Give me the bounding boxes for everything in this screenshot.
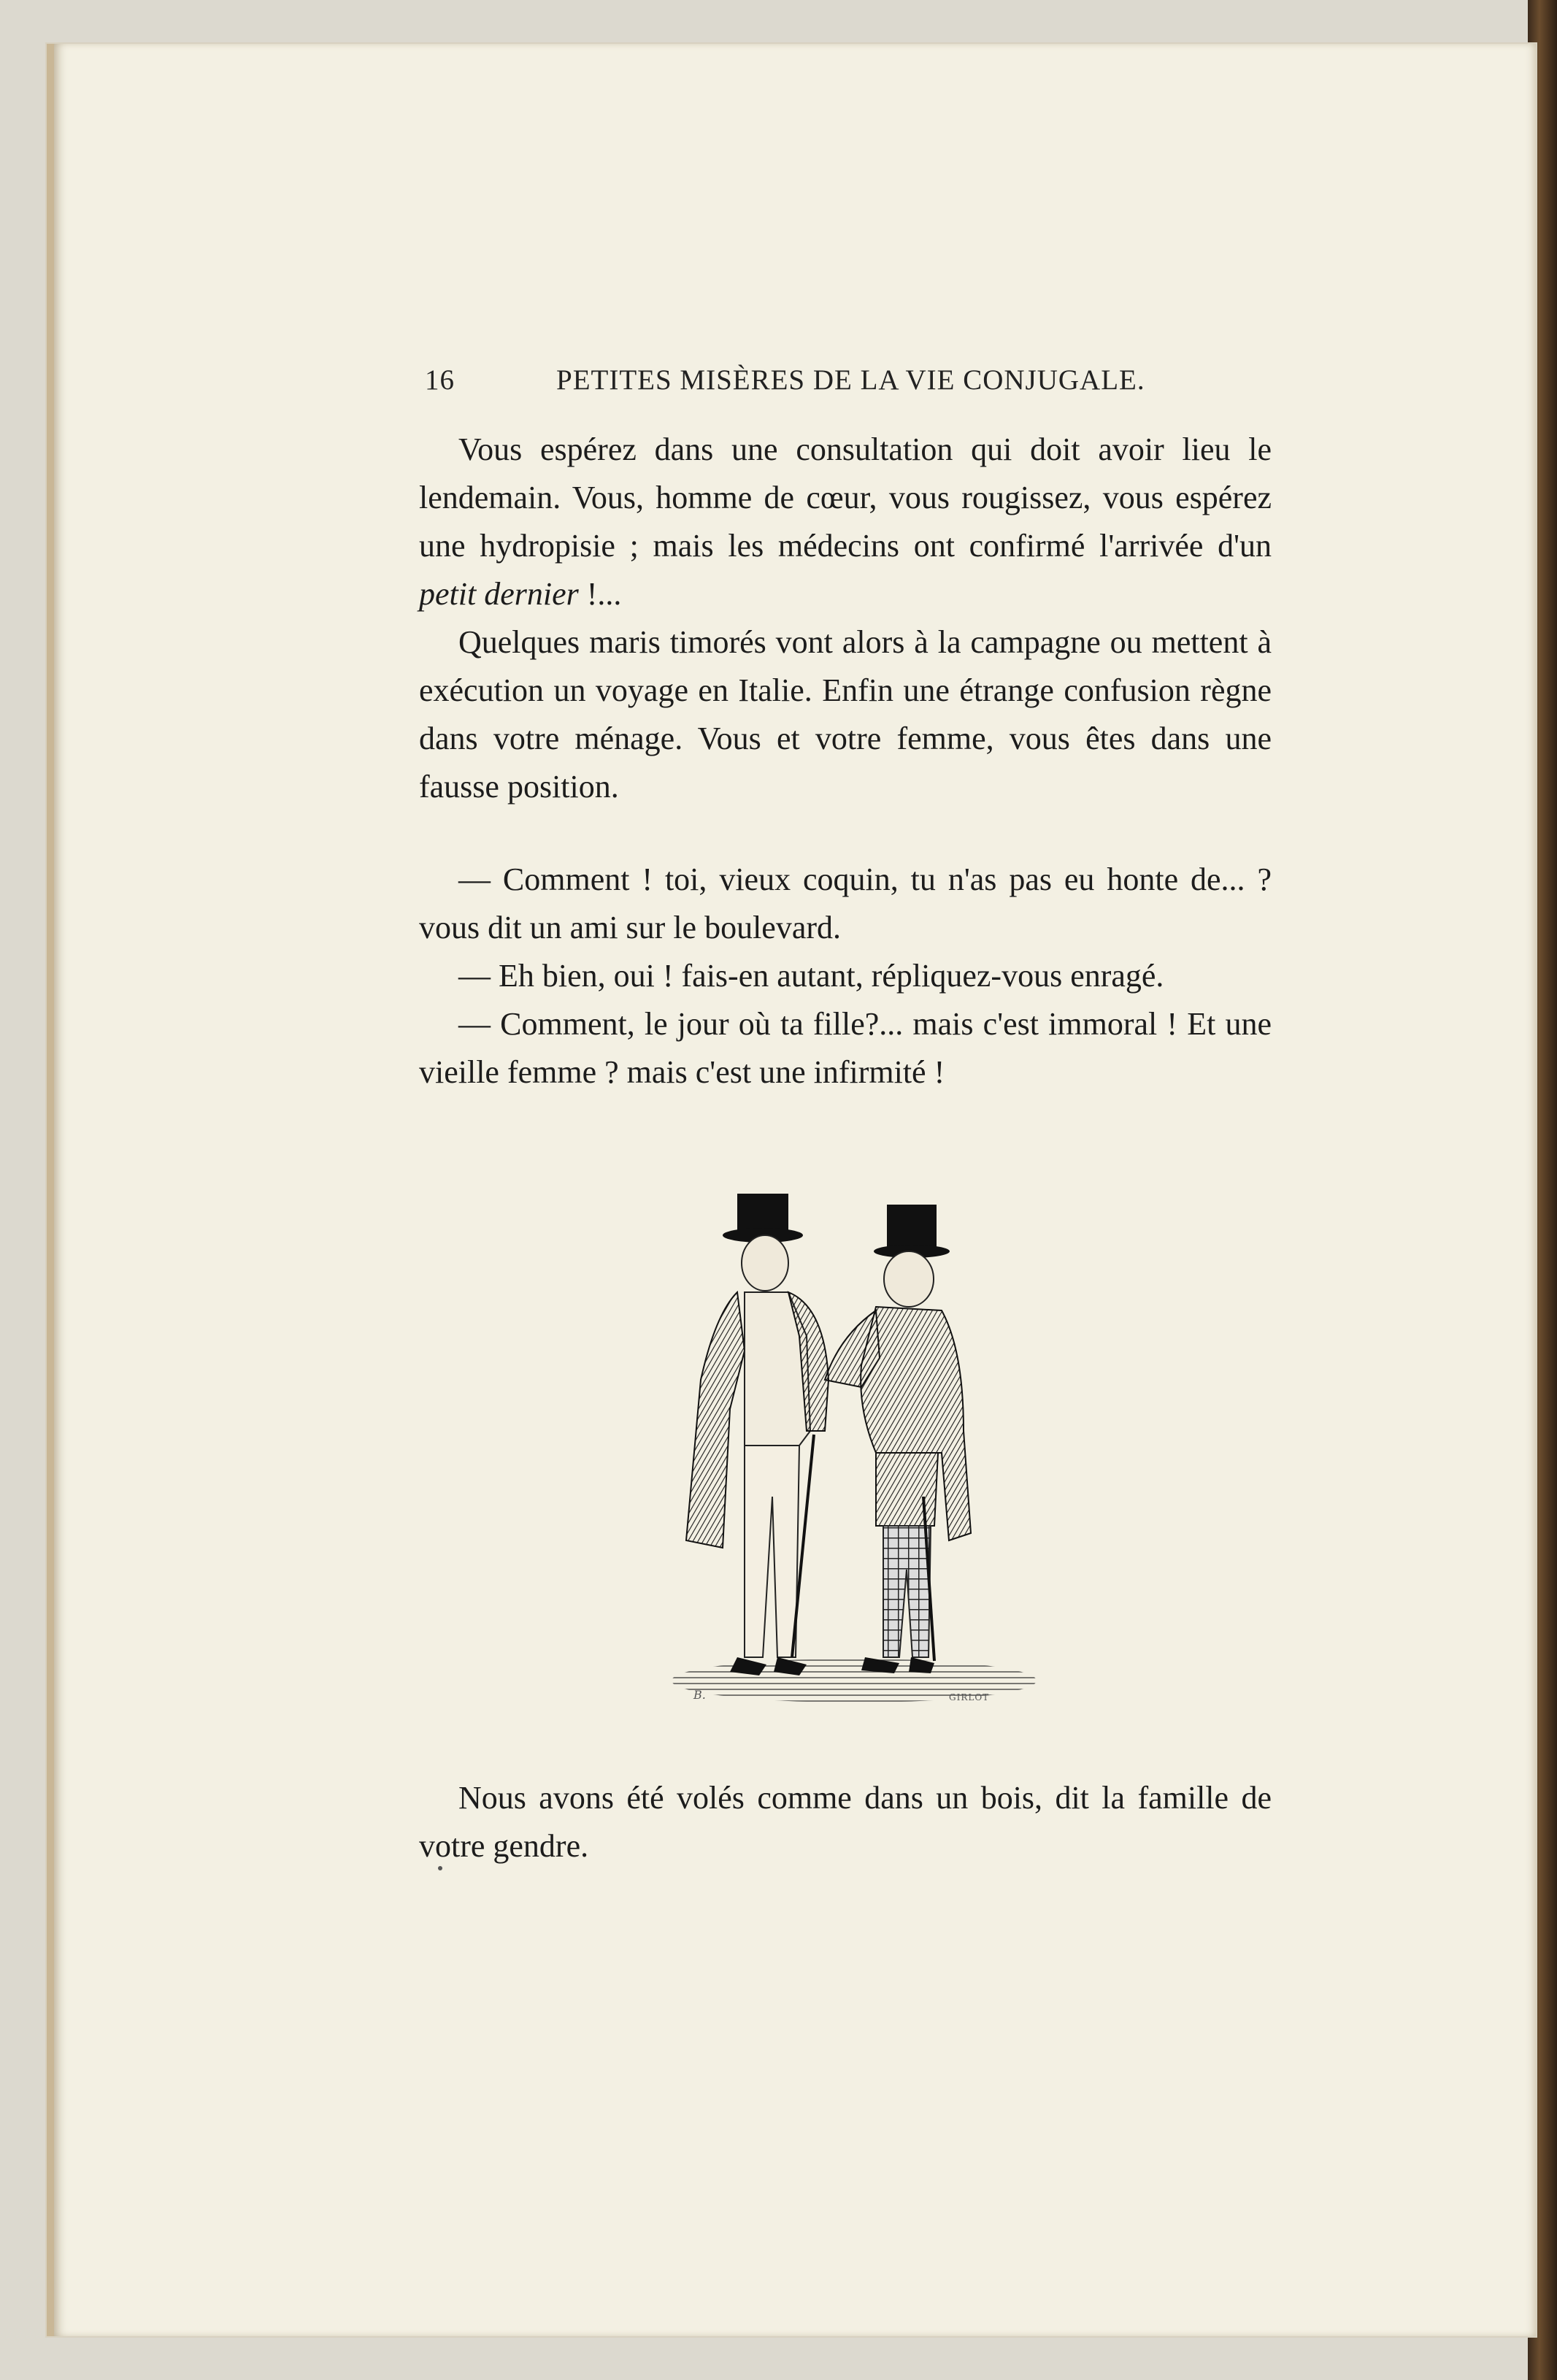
caption-text: Nous avons été volés comme dans un bois, dit la famille de votre gendre. [419, 1780, 1272, 1864]
dialogue-line-2: — Eh bien, oui ! fais-en autant, répliquez-vous enragé. [458, 958, 1164, 994]
engraving-illustration [642, 1190, 1051, 1723]
paragraph-1 [419, 426, 1272, 618]
running-title: PETITES MISÈRES DE LA VIE CONJUGALE. [556, 364, 1145, 396]
illustration-signature-right: GIRLOT [949, 1692, 990, 1703]
illustration-caption [419, 1774, 1272, 1870]
paragraph-2: Quelques maris timorés vont alors à la campagne ou mettent à exécution un voyage en Italie. Enfin une étrange confusion règne dans votre ménage. Vous et votre femme, vous êtes dans une fausse position. [419, 624, 1272, 805]
dialogue-line-1: — Comment ! toi, vieux coquin, tu n'as pas eu honte de... ? vous dit un ami sur le boulevard. [419, 861, 1272, 945]
paragraph-1-text-b: !... [578, 576, 622, 612]
dialogue-block [419, 856, 1272, 1097]
page-number: 16 [425, 364, 455, 396]
dialogue-line-3: — Comment, le jour où ta fille?... mais c'est immoral ! Et une vieille femme ? mais c'est une infirmité ! [419, 1006, 1272, 1090]
running-head [425, 364, 1272, 400]
ink-speck [438, 1866, 442, 1870]
paragraph-1-text-a: Vous espérez dans une consultation qui doit avoir lieu le lendemain. Vous, homme de cœur, vous rougissez, vous espérez une hydropisie ; mais les médecins ont confirmé l'arrivée d'un [419, 431, 1272, 564]
right-gentleman [825, 1205, 971, 1673]
paragraph-1-italic: petit dernier [419, 576, 579, 612]
left-gentleman [686, 1194, 829, 1675]
illustration-signature-left: B. [693, 1688, 706, 1702]
body-paragraphs [419, 426, 1272, 811]
